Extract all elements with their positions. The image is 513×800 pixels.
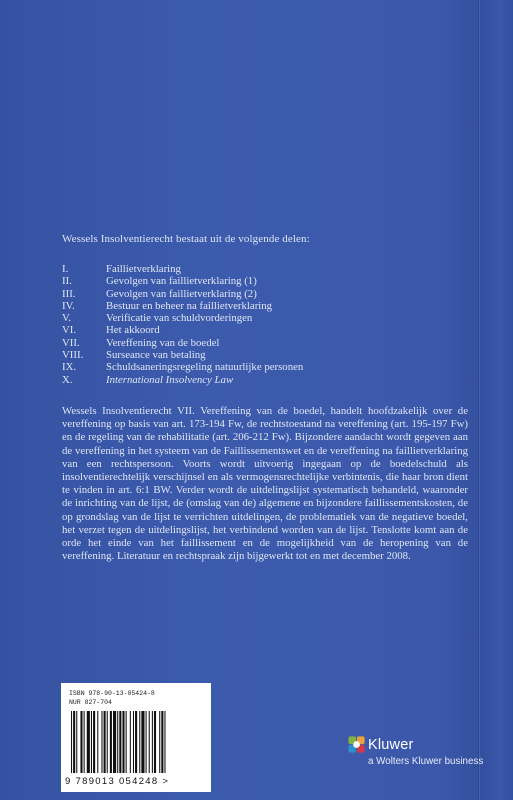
barcode-digits: 9 789013 054248 > [65,776,170,787]
series-part-title: Bestuur en beheer na faillietverklaring [106,299,273,312]
series-part-number: VIII. [62,349,84,362]
series-part-item [62,263,462,275]
barcode-label [61,683,211,792]
barcode-bars [71,711,203,773]
series-part-item [62,349,462,361]
publisher-name: Kluwer [368,736,414,753]
series-part-item [62,374,462,386]
series-part-title: Vereffening van de boedel [106,336,220,349]
series-part-title: International Insolvency Law [106,373,234,386]
series-part-item [62,300,462,312]
series-part-number: VII. [62,336,80,349]
spine [481,0,513,800]
series-part-item [62,275,462,287]
nur-code: NUR 827-704 [69,699,112,706]
series-part-title: Het akkoord [106,324,160,337]
series-part-number: VI. [62,324,77,337]
series-part-number: II. [62,275,72,288]
series-part-item [62,288,462,300]
publisher-tagline: a Wolters Kluwer business [368,756,484,767]
series-part-number: IX. [62,361,77,374]
series-intro: Wessels Insolventierecht bestaat uit de volgende delen: [62,233,310,245]
series-part-item [62,337,462,349]
series-part-title: Verificatie van schuldvorderingen [106,312,253,325]
series-part-number: X. [62,373,73,386]
series-part-title: Schuldsaneringsregeling natuurlijke personen [106,361,304,374]
series-part-number: IV. [62,299,75,312]
series-part-item [62,312,462,324]
series-part-number: III. [62,287,76,300]
isbn-number: ISBN 978-90-13-05424-8 [69,690,155,697]
series-part-number: V. [62,312,72,325]
series-part-item [62,324,462,336]
series-part-title: Gevolgen van faillietverklaring (2) [106,287,257,300]
isbn-block [69,689,155,707]
series-part-item [62,361,462,373]
publisher-logo-block [348,736,488,767]
series-part-number: I. [62,263,69,275]
series-part-title: Surseance van betaling [106,349,206,362]
series-part-title: Gevolgen van faillietverklaring (1) [106,275,257,288]
book-summary: Wessels Insolventierecht VII. Vereffening van de boedel, handelt hoofdzakelijk over de vereffening op basis van art. 173-194 Fw, de rechtstoestand na vereffening (art. 195-197 Fw) en de regeling van de rehabilitatie (art. 206-212 Fw). Bijzondere aandacht wordt gegeven aan de vereffening in het systeem van de Faillissementswet en de vereffening na faillietverklaring van een rechtspersoon. Voorts wordt uitvoerig ingegaan op de boedelschuld als insolventierechtelijk verschijnsel en als vermogensrechtelijke verbintenis, die haar bron dient te vinden in art. 6:1 BW. Verder wordt de uitdelingslijst systematisch behandeld, waaronder de inrichting van de lijst, de (omslag van de) algemene en bijzondere faillissementskosten, de op grondslag van de lijst te verrichten uitdelingen, de problematiek van de negatieve boedel, het verzet tegen de uitdelingslijst, het verbindend worden van de lijst. Tenslotte komt aan de orde het einde van het faillissement en de mogelijkheid van de heropening van de vereffening. Literatuur en rechtspraak zijn bijgewerkt tot en met december 2008. [62,405,468,563]
kluwer-logo-icon [348,736,365,753]
series-parts-list [62,263,462,386]
series-part-title: Faillietverklaring [106,263,181,275]
